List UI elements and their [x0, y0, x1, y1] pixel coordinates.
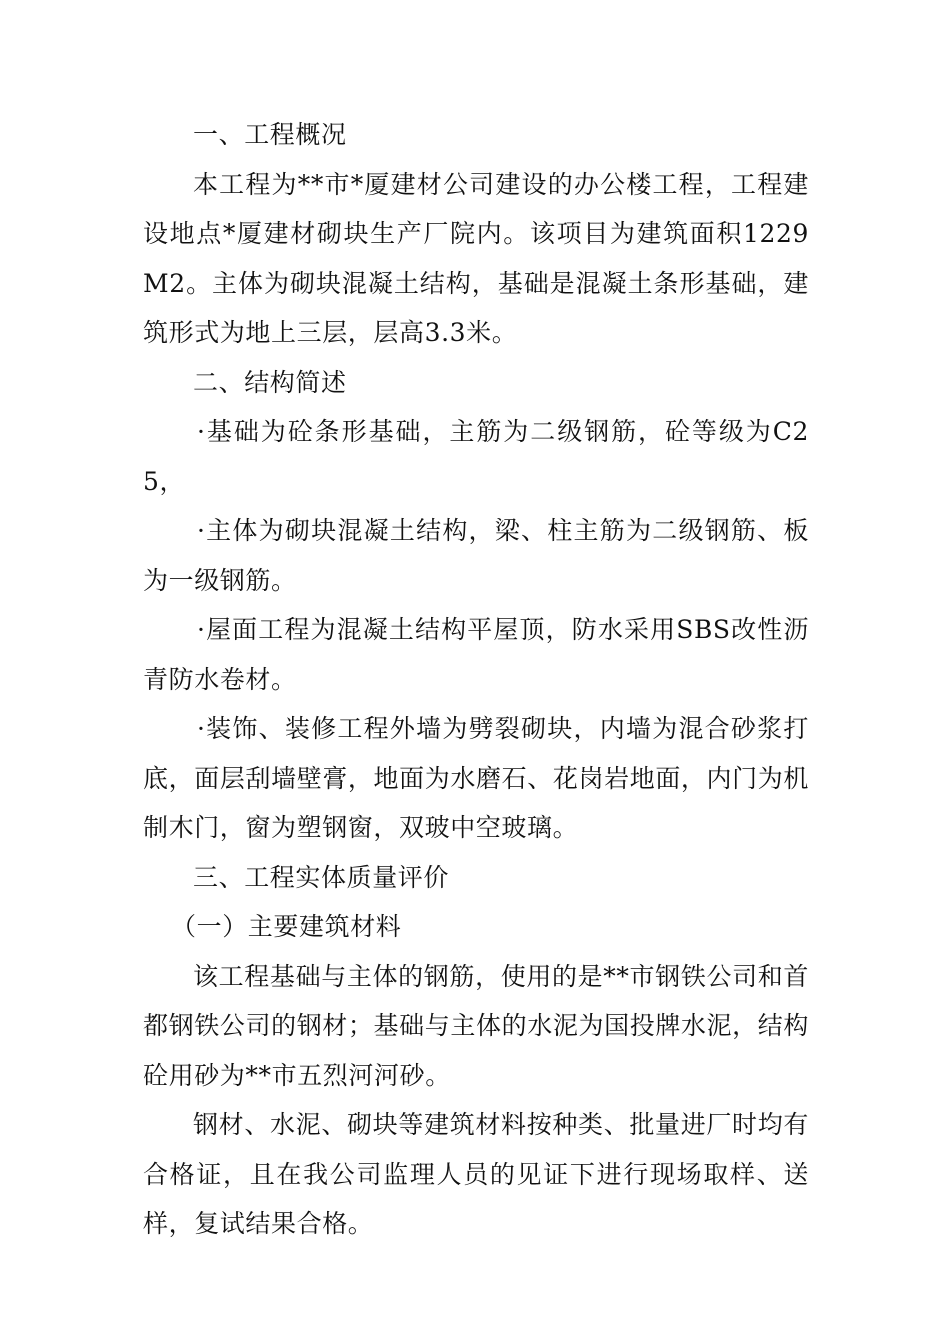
section-heading-overview: 一、工程概况 [193, 120, 347, 149]
bullet-roofing: ·屋面工程为混凝土结构平屋顶，防水采用SBS改性沥青防水卷材。 [143, 615, 809, 694]
document-body [143, 110, 809, 1249]
paragraph-steel-cement: 该工程基础与主体的钢筋，使用的是**市钢铁公司和首都钢铁公司的钢材；基础与主体的水泥为国投牌水泥，结构砼用砂为**市五烈河河砂。 [143, 961, 809, 1090]
paragraph-material-inspection: 钢材、水泥、砌块等建筑材料按种类、批量进厂时均有合格证，且在我公司监理人员的见证下进行现场取样、送样，复试结果合格。 [143, 1110, 809, 1238]
bullet-foundation: ·基础为砼条形基础，主筋为二级钢筋，砼等级为C25， [143, 417, 809, 496]
subheading-materials: （一）主要建筑材料 [171, 912, 402, 941]
section-heading-quality: 三、工程实体质量评价 [193, 862, 450, 892]
bullet-main-structure: ·主体为砌块混凝土结构，梁、柱主筋为二级钢筋、板为一级钢筋。 [143, 516, 809, 595]
section-heading-structure: 二、结构简述 [193, 367, 347, 397]
paragraph-project-overview: 本工程为**市*厦建材公司建设的办公楼工程，工程建设地点*厦建材砌块生产厂院内。该项目为建筑面积1229M2。主体为砌块混凝土结构，基础是混凝土条形基础，建筑形式为地上三层，层高3.3米。 [143, 169, 809, 347]
bullet-decoration: ·装饰、装修工程外墙为劈裂砌块，内墙为混合砂浆打底，面层刮墙壁膏，地面为水磨石、花岗岩地面，内门为机制木门，窗为塑钢窗，双玻中空玻璃。 [143, 714, 809, 842]
